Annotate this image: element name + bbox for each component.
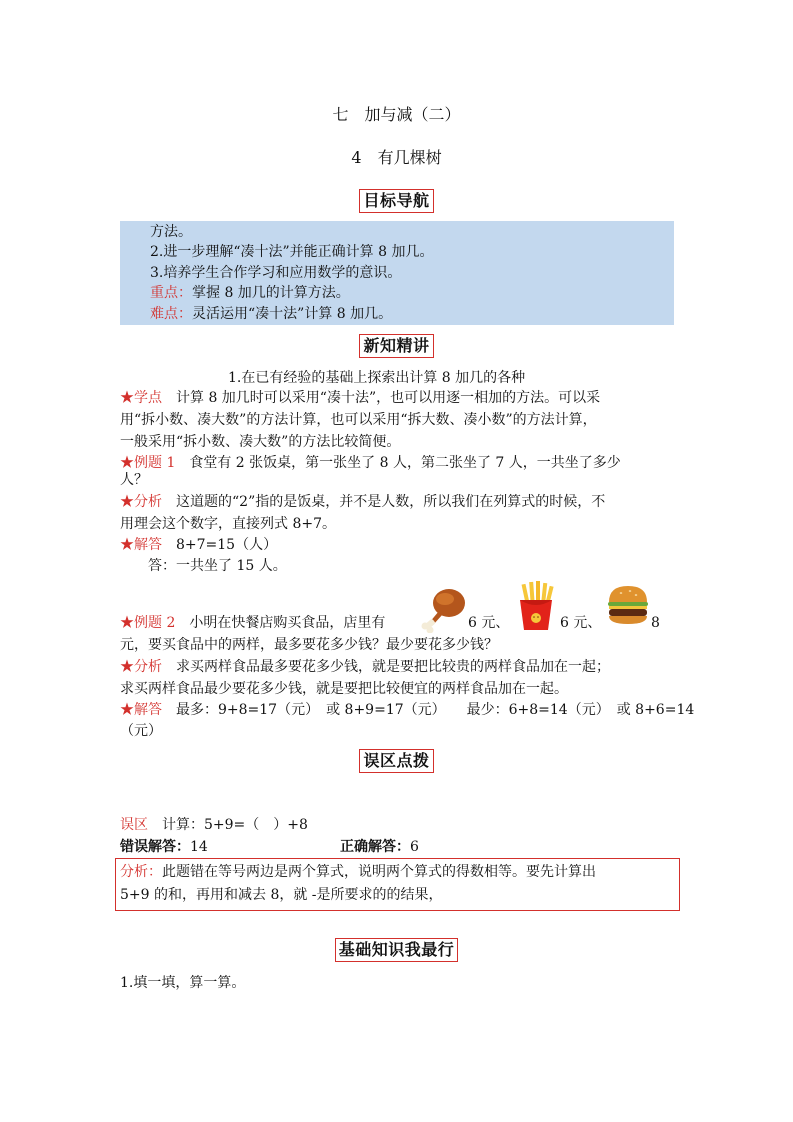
example-1-line-2: 人？	[120, 472, 148, 488]
mistake-analysis-box	[115, 858, 680, 911]
correct-answer	[340, 837, 419, 857]
mistake-analysis-line-1: 分析：此题错在等号两边是两个算式，说明两个算式的得数相等。要先计算出	[120, 864, 596, 880]
chicken-price: 6 元、	[468, 615, 510, 631]
mistake-analysis-line-2: 5+9 的和，再用和减去 8，就 -是所要求的的结果，	[120, 887, 443, 903]
mistake-label: 误区	[120, 817, 148, 833]
solution-1-label: ★解答	[120, 537, 162, 553]
example-2-line-1: ★例题 2 小明在快餐店购买食品，店里有	[120, 615, 386, 631]
french-fries-icon	[515, 580, 557, 632]
goal-line-2: 2.进一步理解“凑十法”并能正确计算 8 加几。	[150, 244, 434, 260]
hamburger-icon	[606, 584, 650, 626]
key-point-label: 重点：	[150, 285, 192, 301]
goals-box	[120, 221, 674, 325]
solution-1: ★解答 8+7=15（人）	[120, 537, 278, 553]
goals-section-heading	[0, 189, 793, 213]
example-1-label: ★例题 1	[120, 455, 176, 471]
correct-answer-label: 正确解答：	[340, 839, 410, 855]
mistake-question: 误区 计算：5+9=（ ）+8	[120, 817, 308, 833]
difficult-point-label: 难点：	[150, 306, 192, 322]
solution-1-answer: 答：一共坐了 15 人。	[148, 558, 287, 574]
key-point-text: 掌握 8 加几的计算方法。	[192, 285, 350, 301]
unit-title: 七 加与减（二）	[332, 105, 461, 124]
study-point-label: ★学点	[120, 390, 162, 406]
goal-line-1: 方法。	[150, 224, 192, 240]
burger-price: 8	[651, 615, 660, 631]
knowledge-title: 新知精讲	[359, 334, 433, 358]
mistakes-title: 误区点拨	[359, 749, 433, 773]
goals-title: 目标导航	[359, 189, 433, 213]
solution-2-line-1: ★解答 最多：9+8=17（元） 或 8+9=17（元） 最少：6+8=14（元） 或 8+6=14	[120, 702, 695, 718]
study-point-line-1: ★学点 计算 8 加几时可以采用“凑十法”，也可以用逐一相加的方法。可以采	[120, 390, 601, 406]
difficult-point-text: 灵活运用“凑十法”计算 8 加几。	[192, 306, 393, 322]
wrong-answer-value: 14	[190, 839, 208, 855]
chicken-leg-icon	[421, 583, 469, 633]
solution-2-line-2: （元）	[120, 723, 162, 739]
basics-title: 基础知识我最行	[335, 938, 459, 962]
knowledge-section-heading	[0, 334, 793, 358]
basics-item-1: 1.填一填，算一算。	[120, 975, 246, 991]
key-point	[150, 284, 350, 302]
study-point-line-2: 用“拆小数、凑大数”的方法计算，也可以采用“拆大数、凑小数”的方法计算，	[120, 412, 597, 428]
lesson-title: 4 有几棵树	[351, 148, 442, 167]
basics-section-heading	[0, 938, 793, 962]
mistake-analysis-label: 分析：	[120, 864, 162, 880]
analysis-2-line-2: 求买两样食品最少要花多少钱，就是要把比较便宜的两样食品加在一起。	[120, 681, 568, 697]
analysis-2-label: ★分析	[120, 659, 162, 675]
analysis-2-line-1: ★分析 求买两样食品最多要花多少钱，就是要把比较贵的两样食品加在一起；	[120, 659, 610, 675]
solution-2-label: ★解答	[120, 702, 162, 718]
example-1-line-1: ★例题 1 食堂有 2 张饭桌，第一张坐了 8 人，第二张坐了 7 人，一共坐了多少	[120, 455, 621, 471]
knowledge-intro: 1.在已有经验的基础上探索出计算 8 加几的各种	[228, 370, 526, 386]
mistakes-section-heading	[0, 749, 793, 773]
wrong-answer	[120, 837, 208, 857]
fries-price: 6 元、	[560, 615, 602, 631]
goal-line-3: 3.培养学生合作学习和应用数学的意识。	[150, 265, 402, 281]
analysis-1-line-2: 用理会这个数字，直接列式 8+7。	[120, 516, 336, 532]
example-2-label: ★例题 2	[120, 615, 176, 631]
study-point-line-3: 一般采用“拆小数、凑大数”的方法比较简便。	[120, 434, 401, 450]
correct-answer-value: 6	[410, 839, 419, 855]
analysis-1-line-1: ★分析 这道题的“2”指的是饭桌，并不是人数，所以我们在列算式的时候，不	[120, 494, 606, 510]
wrong-answer-label: 错误解答：	[120, 839, 190, 855]
analysis-1-label: ★分析	[120, 494, 162, 510]
example-2-line-2: 元，要买食品中的两样，最多要花多少钱？最少要花多少钱？	[120, 637, 498, 653]
difficult-point	[150, 305, 392, 323]
